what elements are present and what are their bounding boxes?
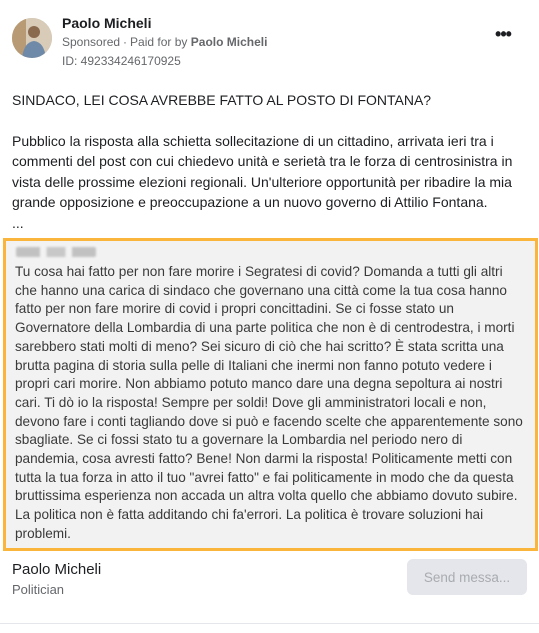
avatar-image <box>12 18 52 58</box>
more-options-icon[interactable]: ••• <box>495 24 511 44</box>
paid-for-name: Paolo Micheli <box>190 35 268 49</box>
paid-for-label: Paid for by <box>130 35 188 49</box>
see-more[interactable]: ... <box>12 214 24 231</box>
ad-id: ID: 492334246170925 <box>62 54 181 68</box>
post-text <box>12 90 527 233</box>
footer-page-category: Politician <box>12 582 65 597</box>
post-title: SINDACO, LEI COSA AVREBBE FATTO AL POSTO DI FONTANA? <box>12 92 432 108</box>
author-name[interactable]: Paolo Micheli <box>62 15 152 31</box>
blurred-commenter-name <box>16 247 96 257</box>
avatar[interactable] <box>12 18 52 58</box>
post-header <box>12 12 527 68</box>
divider <box>0 623 539 624</box>
sponsored-line: Sponsored · Paid for by Paolo Micheli <box>62 35 268 49</box>
comment-quote: Tu cosa hai fatto per non fare morire i Segratesi di covid? Domanda a tutti gli altri che hanno una carica di sindaco che governano una città come la tua cosa hanno fatto per non fare morire di covid i propri concittadini. Se ci fosse stato un Governatore della Lombardia di una parte politica che non è di centrodestra, i morti sarebbero stati molti di meno? Sei sicuro di ciò che hai scritto? È stata scritta una brutta pagina di storia sulla pelle di Italiani che inermi non fanno potuto vedere i propri cari morire. Non abbiamo potuto manco dare una degna sepoltura ai nostri cari. Ti dò io la risposta! Sempre per soldi! Dove gli amministratori locali e non, devono fare i conti tagliando dove si può e facendo scelte che apparentemente sono sbagliate. Se ci fossi stato tu a governare la Lombardia nel periodo nero di pandemia, cosa avresti fatto? Bene! Non darmi la risposta! Politicamente metti con tutta la tua forza in atto il tuo "avrei fatto" e fai politicamente in modo che da questa bruttissima esperienza non accada un altra volta quello che abbiamo dovuto subire. La politica non è fatta additando chi fa'errori. La politica è trovare soluzioni hai problemi. <box>15 264 523 541</box>
ad-image[interactable] <box>3 238 538 551</box>
send-message-button[interactable]: Send messa... <box>407 559 527 595</box>
footer-page-name[interactable]: Paolo Micheli <box>12 561 102 578</box>
sponsored-label: Sponsored <box>62 35 121 49</box>
post-paragraph: Pubblico la risposta alla schietta sollecitazione di un cittadino, arrivata ieri tra i commenti del post con cui chiedevo unità e serietà tra le forza di centrosinistra in vista delle prossime elezioni regionali. Un'ulteriore opportunità per ribadire la mia grande opposizione e preoccupazione a un nuovo governo di Attilio Fontana. <box>12 132 513 210</box>
